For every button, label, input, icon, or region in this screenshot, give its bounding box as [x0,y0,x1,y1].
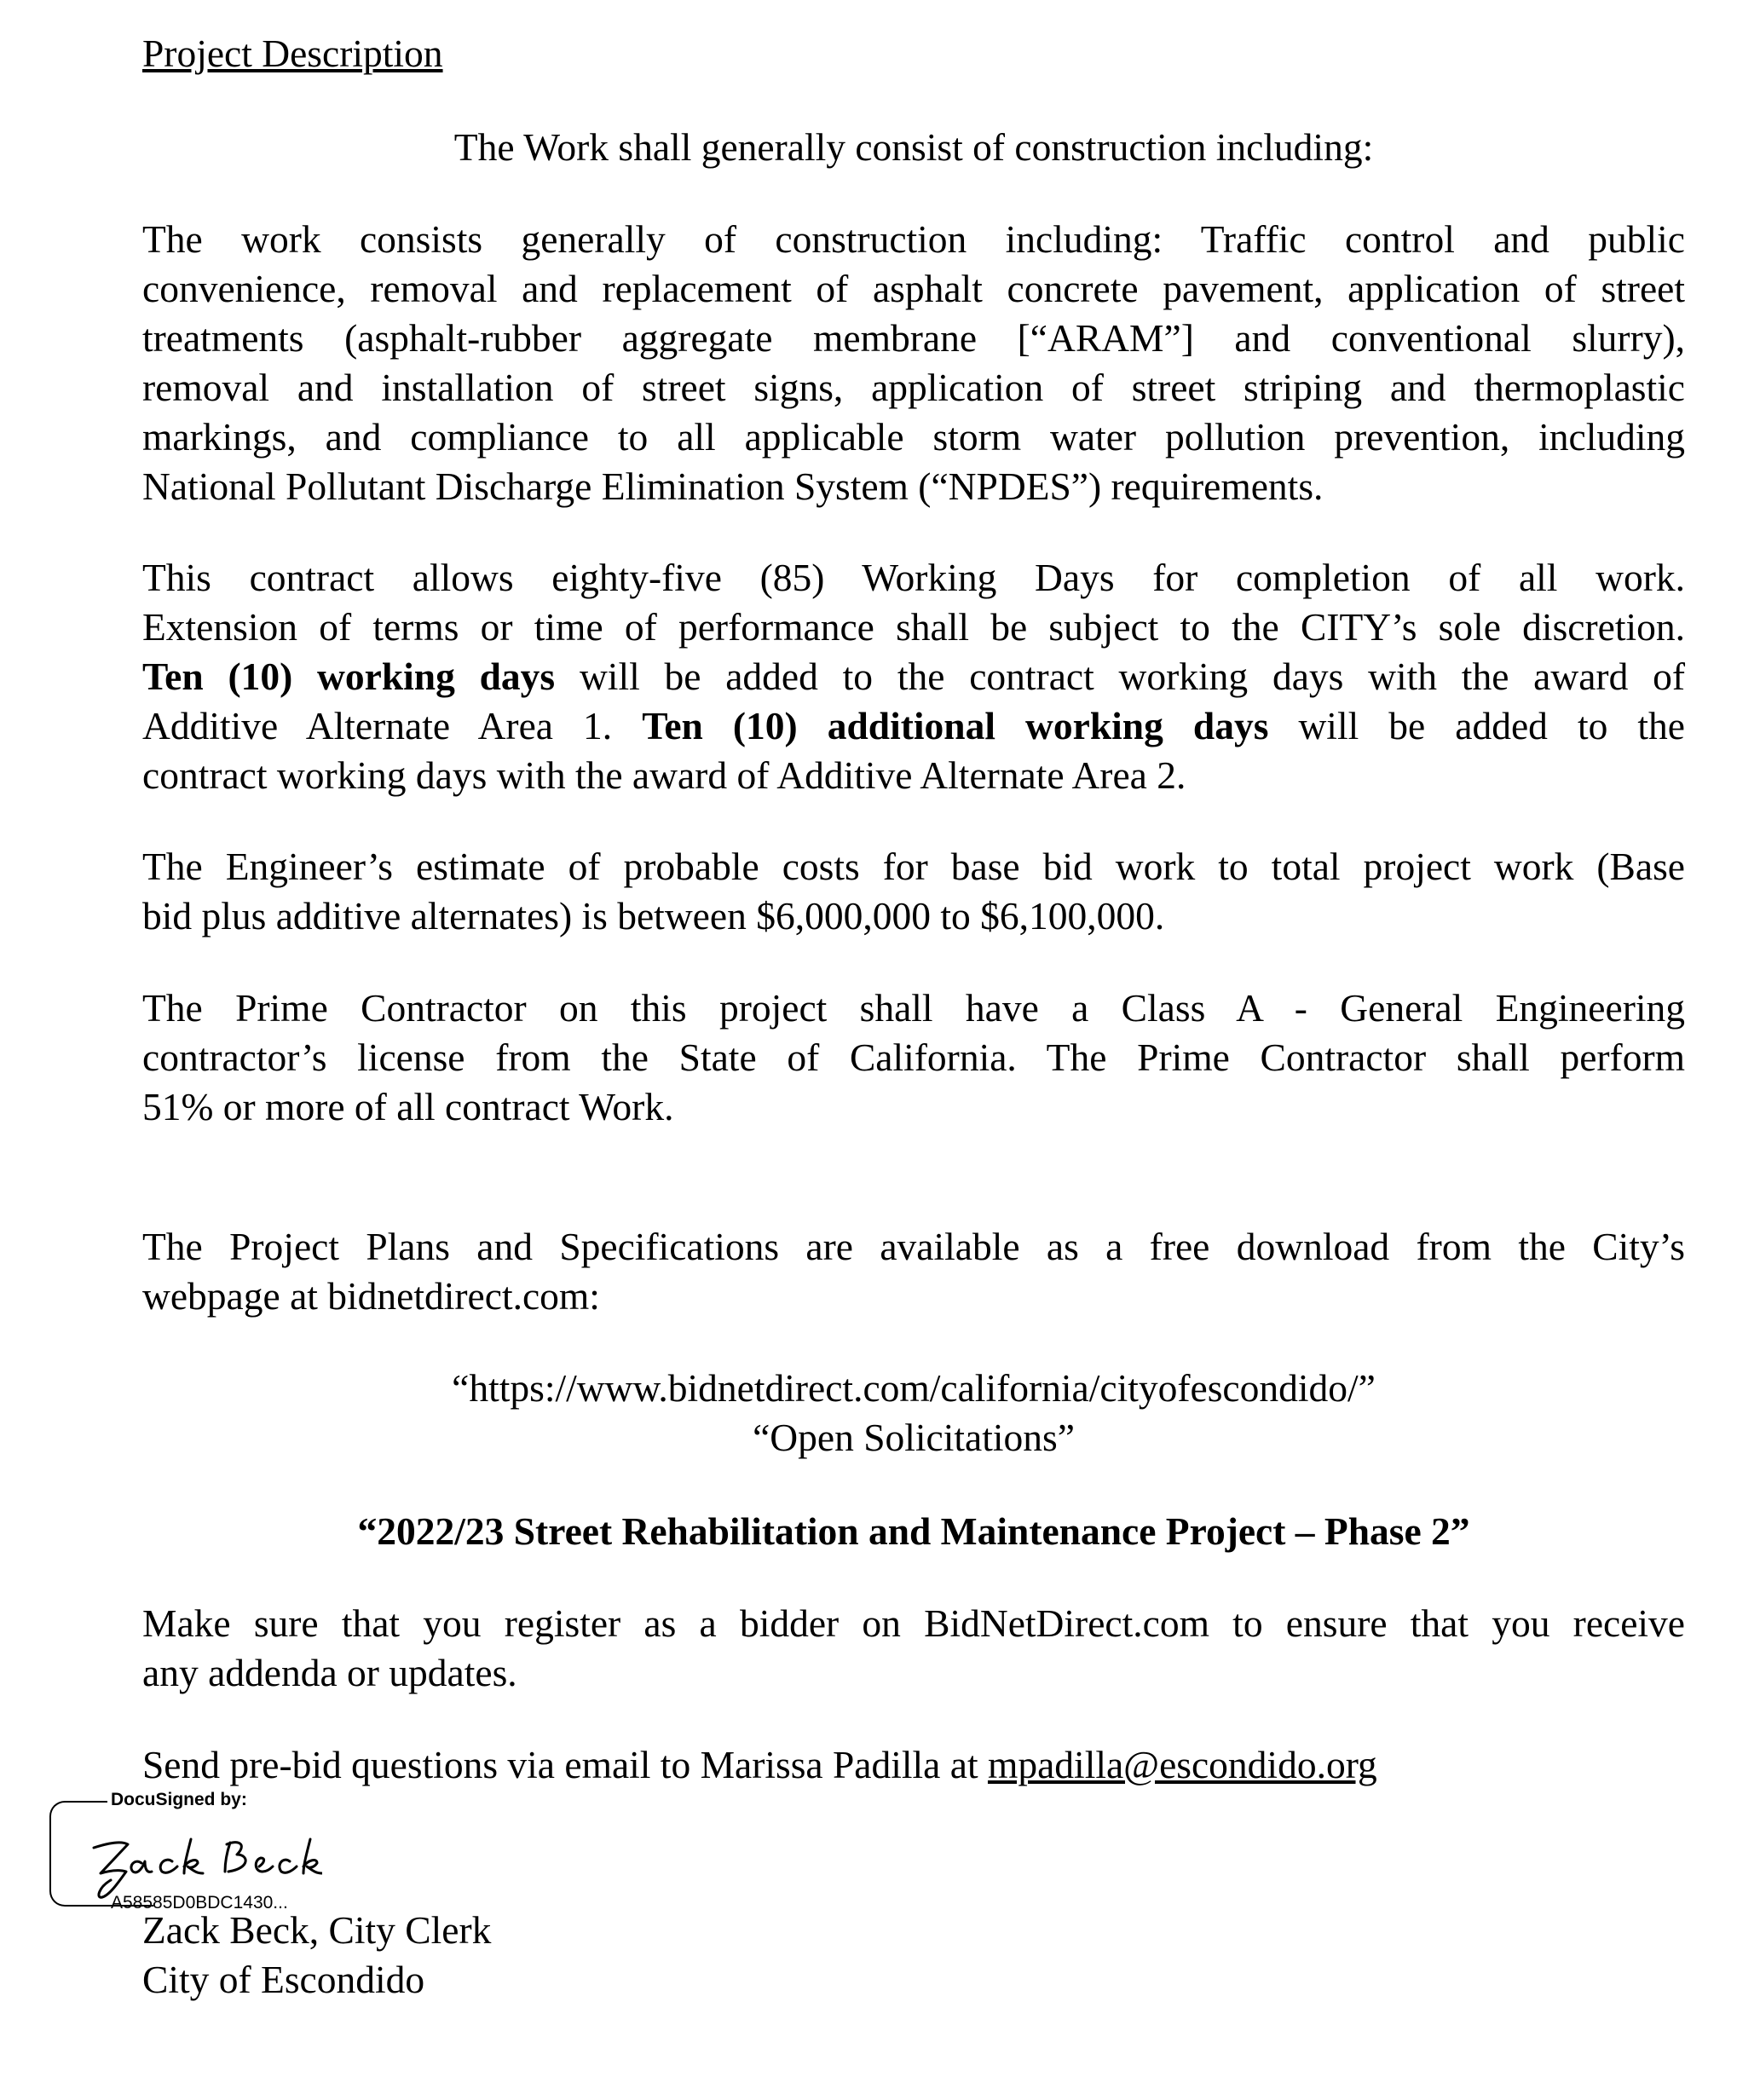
plans-line: The Project Plans and Specifications are available as a free download from the City’s [142,1225,1685,1268]
scope-line: convenience, removal and replacement of asphalt concrete pavement, application of street [142,267,1685,310]
duration-text: will be added to the [1268,704,1685,747]
duration-line: Extension of terms or time of performance shall be subject to the CITY’s sole discretion. [142,605,1685,649]
license-line: The Prime Contractor on this project shall have a Class A - General Engineering [142,986,1685,1030]
duration-text: Additive Alternate Area 1. [142,704,643,747]
questions-text: Send pre-bid questions via email to Marissa Padilla at [142,1743,988,1786]
solicitations-text: “Open Solicitations” [753,1416,1075,1459]
signer-org: City of Escondido [142,1958,425,2001]
scope-line: markings, and compliance to all applicable storm water pollution prevention, including [142,415,1685,459]
estimate-paragraph [142,842,1685,941]
email-link[interactable]: mpadilla@escondido.org [987,1743,1377,1786]
duration-text: will be added to the contract working days with the award of [555,655,1686,698]
docusign-envelope-id: A58585D0BDC1430... [111,1893,288,1912]
duration-line: contract working days with the award of Additive Alternate Area 2. [142,753,1186,797]
scope-line: removal and installation of street signs, application of street striping and thermoplastic [142,366,1685,409]
scope-paragraph [142,215,1685,511]
intro-paragraph: The Work shall generally consist of construction including: [453,125,1374,169]
license-line: contractor’s license from the State of California. The Prime Contractor shall perform [142,1036,1685,1079]
duration-line: This contract allows eighty-five (85) Working Days for completion of all work. [142,556,1685,599]
signature-image [84,1824,322,1901]
scope-line: National Pollutant Discharge Elimination System (“NPDES”) requirements. [142,464,1324,508]
project-title-text: “2022/23 Street Rehabilitation and Maintenance Project – Phase 2” [357,1509,1470,1553]
bold-additional-days: Ten (10) additional working days [642,704,1269,747]
questions-paragraph [142,1740,1685,1790]
scope-line: treatments (asphalt-rubber aggregate membrane [“ARAM”] and conventional slurry), [142,316,1685,360]
docusign-label: DocuSigned by: [107,1790,251,1810]
register-line: any addenda or updates. [142,1651,517,1694]
duration-line [142,701,1685,751]
license-line: 51% or more of all contract Work. [142,1085,674,1128]
estimate-line: bid plus additive alternates) is between $6,000,000 to $6,100,000. [142,894,1165,938]
scope-line: The work consists generally of construction including: Traffic control and public [142,217,1685,261]
plans-line: webpage at bidnetdirect.com: [142,1274,600,1318]
page-heading: Project Description [142,32,443,75]
project-title [142,1507,1685,1556]
license-paragraph [142,984,1685,1132]
register-line: Make sure that you register as a bidder on BidNetDirect.com to ensure that you receive [142,1601,1685,1645]
signer-name-title: Zack Beck, City Clerk [142,1908,492,1952]
bold-working-days: Ten (10) working days [142,655,556,698]
url-text: “https://www.bidnetdirect.com/california/cityofescondido/” [452,1366,1376,1410]
register-paragraph [142,1599,1685,1698]
estimate-line: The Engineer’s estimate of probable costs for base bid work to total project work (Base [142,845,1685,888]
duration-line [142,652,1685,701]
duration-paragraph [142,553,1685,800]
plans-paragraph [142,1222,1685,1321]
